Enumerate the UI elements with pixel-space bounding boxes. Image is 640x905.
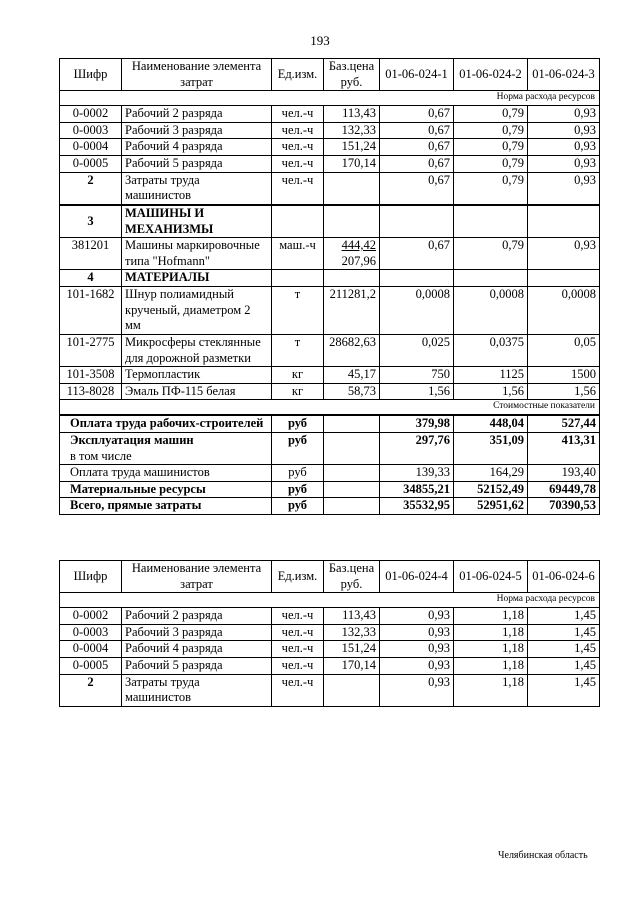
page-number: 193: [310, 33, 330, 48]
row-value: 0,79: [454, 106, 528, 123]
row-price: 151,24: [324, 139, 380, 156]
table-row: [60, 139, 600, 156]
header-code: Шифр: [60, 59, 122, 91]
row-unit: чел.-ч: [272, 608, 324, 625]
cost-value: 70390,53: [528, 498, 600, 515]
section-cost-row: [60, 400, 600, 415]
row-name: Рабочий 4 разряда: [122, 641, 272, 658]
materials-section-row: [60, 270, 600, 287]
cost-row-machines: [60, 432, 600, 464]
row-value: 1,45: [528, 624, 600, 641]
row-value: 1,56: [380, 383, 454, 400]
table-row: [60, 658, 600, 675]
row-code: 101-1682: [60, 287, 122, 335]
row-price: 132,33: [324, 122, 380, 139]
materials-title: МАТЕРИАЛЫ: [122, 270, 272, 287]
row-code: 0-0004: [60, 641, 122, 658]
row-code: 113-8028: [60, 383, 122, 400]
row-unit: чел.-ч: [272, 122, 324, 139]
row-value: 1,56: [454, 383, 528, 400]
row-unit: маш.-ч: [272, 238, 324, 270]
row-price: 151,24: [324, 641, 380, 658]
row-unit: чел.-ч: [272, 106, 324, 123]
row-value: 0,025: [380, 334, 454, 366]
header-col2: 01-06-024-2: [454, 59, 528, 91]
row-code: 101-3508: [60, 367, 122, 384]
row-value: 0,67: [380, 238, 454, 270]
cost-name: Всего, прямые затраты: [60, 498, 272, 515]
resource-table-1: [59, 58, 600, 515]
row-value: 0,67: [380, 156, 454, 173]
row-unit: чел.-ч: [272, 658, 324, 675]
header-col2: 01-06-024-5: [454, 561, 528, 593]
machines-title: МАШИНЫ И МЕХАНИЗМЫ: [122, 205, 272, 238]
row-value: 1,18: [454, 624, 528, 641]
row-value: 0,93: [528, 156, 600, 173]
cost-value: 35532,95: [380, 498, 454, 515]
row-unit: т: [272, 287, 324, 335]
row-value: 0,93: [528, 139, 600, 156]
row-name: Машины маркировочные типа "Hofmann": [122, 238, 272, 270]
section-cost-label: Стоимостные показатели: [454, 400, 600, 415]
row-value: 0,93: [528, 122, 600, 139]
cost-row-total: [60, 498, 600, 515]
row-price: 211281,2: [324, 287, 380, 335]
row-value: 0,93: [380, 658, 454, 675]
row-code: 0-0002: [60, 106, 122, 123]
row-price: [324, 674, 380, 706]
row-code: 0-0005: [60, 658, 122, 675]
row-name: Рабочий 3 разряда: [122, 122, 272, 139]
row-name: Рабочий 4 разряда: [122, 139, 272, 156]
cost-value: 34855,21: [380, 481, 454, 498]
cost-value: 164,29: [454, 465, 528, 482]
cost-value: 527,44: [528, 415, 600, 432]
row-value: 0,93: [380, 641, 454, 658]
row-value: 0,93: [528, 238, 600, 270]
price-top: 444,42: [341, 238, 376, 253]
row-price: 113,43: [324, 106, 380, 123]
table-row: [60, 608, 600, 625]
cost-row-operators: [60, 465, 600, 482]
row-name: Микросферы стеклянные для дорожной разметки: [122, 334, 272, 366]
row-value: 0,93: [528, 172, 600, 205]
row-name: Рабочий 5 разряда: [122, 156, 272, 173]
row-price: 58,73: [324, 383, 380, 400]
row-code: 0-0004: [60, 139, 122, 156]
table-header: [60, 561, 600, 593]
row-value: 1,45: [528, 658, 600, 675]
table-row: [60, 287, 600, 335]
header-col3: 01-06-024-6: [528, 561, 600, 593]
resource-table-2: [59, 560, 600, 707]
row-code: 0-0005: [60, 156, 122, 173]
row-value: 1,18: [454, 641, 528, 658]
row-value: 1,45: [528, 674, 600, 706]
row-unit: чел.-ч: [272, 172, 324, 205]
row-value: 0,79: [454, 122, 528, 139]
row-code: 0-0003: [60, 122, 122, 139]
section-norm-label: Норма расхода ресурсов: [454, 593, 600, 608]
cost-row-materials: [60, 481, 600, 498]
row-price: 132,33: [324, 624, 380, 641]
row-code: 101-2775: [60, 334, 122, 366]
row-unit: т: [272, 334, 324, 366]
row-value: 1,18: [454, 658, 528, 675]
cost-row-labor: [60, 415, 600, 432]
row-unit: чел.-ч: [272, 156, 324, 173]
row-value: 1,56: [528, 383, 600, 400]
row-value: 0,79: [454, 238, 528, 270]
table-row: [60, 674, 600, 706]
row-value: 0,0008: [528, 287, 600, 335]
cost-name: Оплата труда машинистов: [60, 465, 272, 482]
cost-value: 52951,62: [454, 498, 528, 515]
row-name: Эмаль ПФ-115 белая: [122, 383, 272, 400]
row-price: [324, 172, 380, 205]
table-row: [60, 238, 600, 270]
row-value: 0,0008: [454, 287, 528, 335]
row-price: 170,14: [324, 156, 380, 173]
cost-unit: руб: [272, 498, 324, 515]
header-name: Наименование элемента затрат: [122, 561, 272, 593]
machines-code: 3: [60, 205, 122, 238]
row-unit: чел.-ч: [272, 641, 324, 658]
row-value: 0,79: [454, 172, 528, 205]
row-value: 750: [380, 367, 454, 384]
row-value: 0,79: [454, 139, 528, 156]
cost-unit: руб: [272, 465, 324, 482]
table-row: [60, 106, 600, 123]
header-col3: 01-06-024-3: [528, 59, 600, 91]
row-unit: кг: [272, 367, 324, 384]
row-value: 0,93: [380, 674, 454, 706]
table-header: [60, 59, 600, 91]
row-value: 1,18: [454, 674, 528, 706]
cost-unit: руб: [272, 415, 324, 432]
table-row: [60, 383, 600, 400]
cost-value: 379,98: [380, 415, 454, 432]
row-price: 170,14: [324, 658, 380, 675]
row-value: 0,67: [380, 139, 454, 156]
cost-value: 448,04: [454, 415, 528, 432]
row-price: 113,43: [324, 608, 380, 625]
row-code: 2: [60, 674, 122, 706]
row-value: 0,05: [528, 334, 600, 366]
table-row: [60, 156, 600, 173]
row-code: 0-0003: [60, 624, 122, 641]
footer-region: Челябинская область: [498, 850, 588, 861]
section-norm-label: Норма расхода ресурсов: [454, 91, 600, 106]
section-norm-row: [60, 91, 600, 106]
table-row: [60, 367, 600, 384]
row-name: Термопластик: [122, 367, 272, 384]
cost-value: 413,31: [528, 432, 600, 464]
row-name: Рабочий 5 разряда: [122, 658, 272, 675]
header-unit: Ед.изм.: [272, 59, 324, 91]
cost-value: 52152,49: [454, 481, 528, 498]
table-row: [60, 624, 600, 641]
row-name: Затраты труда машинистов: [122, 674, 272, 706]
row-unit: кг: [272, 383, 324, 400]
row-unit: чел.-ч: [272, 624, 324, 641]
cost-value: 351,09: [454, 432, 528, 464]
table-row: [60, 334, 600, 366]
row-value: 0,67: [380, 106, 454, 123]
row-price: 45,17: [324, 367, 380, 384]
row-value: 1,45: [528, 641, 600, 658]
cost-value: 297,76: [380, 432, 454, 464]
cost-name: [60, 432, 272, 464]
cost-name: Оплата труда рабочих-строителей: [60, 415, 272, 432]
cost-subtext: в том числе: [70, 448, 132, 463]
cost-name-text: Эксплуатация машин: [70, 432, 194, 447]
cost-value: 69449,78: [528, 481, 600, 498]
row-value: 1125: [454, 367, 528, 384]
row-code: 2: [60, 172, 122, 205]
header-price: Баз.цена руб.: [324, 59, 380, 91]
row-value: 0,67: [380, 172, 454, 205]
header-price: Баз.цена руб.: [324, 561, 380, 593]
cost-value: 193,40: [528, 465, 600, 482]
materials-code: 4: [60, 270, 122, 287]
header-unit: Ед.изм.: [272, 561, 324, 593]
row-price: 28682,63: [324, 334, 380, 366]
row-unit: чел.-ч: [272, 139, 324, 156]
row-value: 0,67: [380, 122, 454, 139]
row-code: 0-0002: [60, 608, 122, 625]
row-value: 0,0008: [380, 287, 454, 335]
row-name: Рабочий 3 разряда: [122, 624, 272, 641]
header-col1: 01-06-024-4: [380, 561, 454, 593]
row-value: 0,0375: [454, 334, 528, 366]
machines-section-row: [60, 205, 600, 238]
row-value: 0,93: [380, 608, 454, 625]
header-name: Наименование элемента затрат: [122, 59, 272, 91]
cost-unit: руб: [272, 481, 324, 498]
header-code: Шифр: [60, 561, 122, 593]
row-name: Шнур полиамидный крученый, диаметром 2 мм: [122, 287, 272, 335]
row-price: [324, 238, 380, 270]
table-row: [60, 641, 600, 658]
table-row: [60, 122, 600, 139]
row-code: 381201: [60, 238, 122, 270]
table-row: [60, 172, 600, 205]
row-name: Рабочий 2 разряда: [122, 106, 272, 123]
price-bottom: 207,96: [341, 253, 376, 268]
row-unit: чел.-ч: [272, 674, 324, 706]
cost-value: 139,33: [380, 465, 454, 482]
row-value: 0,93: [380, 624, 454, 641]
cost-name: Материальные ресурсы: [60, 481, 272, 498]
row-value: 1,45: [528, 608, 600, 625]
row-name: Затраты труда машинистов: [122, 172, 272, 205]
header-col1: 01-06-024-1: [380, 59, 454, 91]
row-name: Рабочий 2 разряда: [122, 608, 272, 625]
row-value: 0,79: [454, 156, 528, 173]
section-norm-row: [60, 593, 600, 608]
row-value: 1500: [528, 367, 600, 384]
row-value: 0,93: [528, 106, 600, 123]
row-value: 1,18: [454, 608, 528, 625]
cost-unit: руб: [272, 432, 324, 464]
